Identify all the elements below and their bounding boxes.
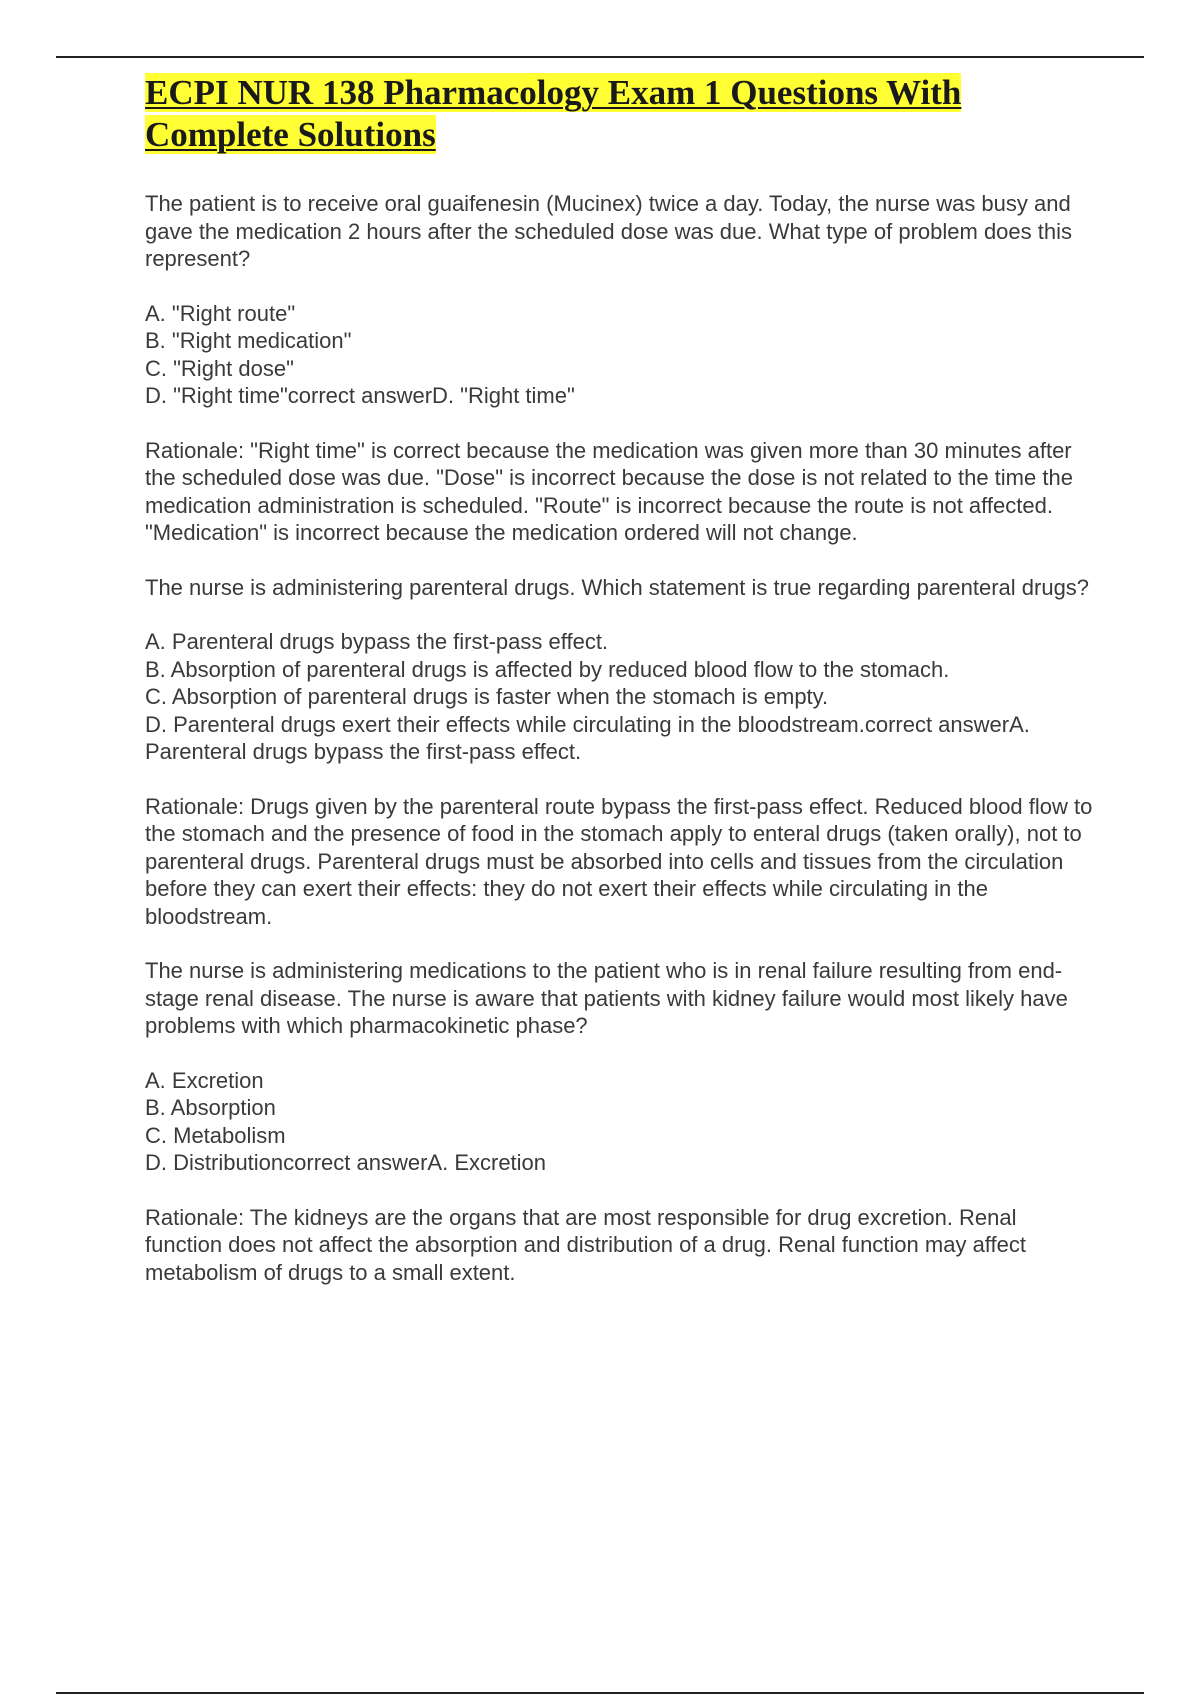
rationale-text: Rationale: "Right time" is correct because the medication was given more than 30 minutes after the scheduled dose was due. "Dose" is incorrect because the dose is not related to the time the medication administration is scheduled. "Route" is incorrect because the route is not affected. "Medication" is incorrect because the medication ordered will not change. — [145, 437, 1073, 545]
rationale-text: Rationale: Drugs given by the parenteral route bypass the first-pass effect. Reduced blood flow to the stomach and the presence of food in the stomach apply to enteral drugs (taken orally), not to parenteral drugs. Parenteral drugs must be absorbed into cells and tissues from the circulation before they can exert their effects: they do not exert their effects while circulating in the bloodstream. — [145, 793, 1093, 929]
answer-options: A. "Right route" B. "Right medication" C. "Right dose" D. "Right time"correct answerD. "Right time" — [145, 300, 575, 408]
document-body — [145, 72, 1095, 1313]
document-title-text: ECPI NUR 138 Pharmacology Exam 1 Questions With Complete Solutions — [145, 73, 962, 154]
answer-options: A. Excretion B. Absorption C. Metabolism D. Distributioncorrect answerA. Excretion — [145, 1067, 547, 1175]
bottom-rule — [56, 1692, 1144, 1694]
document-title — [145, 72, 1095, 156]
question-text: The nurse is administering parenteral drugs. Which statement is true regarding parenteral drugs? — [145, 574, 1090, 600]
question-block-3 — [145, 957, 1095, 1286]
rationale-text: Rationale: The kidneys are the organs that are most responsible for drug excretion. Renal function does not affect the absorption and distribution of a drug. Renal function may affect metabolism of drugs to a small extent. — [145, 1204, 1026, 1285]
question-text: The patient is to receive oral guaifenesin (Mucinex) twice a day. Today, the nurse was busy and gave the medication 2 hours after the scheduled dose was due. What type of problem does this represent? — [145, 191, 1072, 271]
answer-options: A. Parenteral drugs bypass the first-pass effect. B. Absorption of parenteral drugs is affected by reduced blood flow to the stomach. C. Absorption of parenteral drugs is faster when the stomach is empty. D. Parenteral drugs exert their effects while circulating in the bloodstream.correct answerA. Parenteral drugs bypass the first-pass effect. — [145, 629, 1030, 764]
question-text: The nurse is administering medications to the patient who is in renal failure resulting from end-stage renal disease. The nurse is aware that patients with kidney failure would most likely have problems with which pharmacokinetic phase? — [145, 958, 1068, 1038]
question-block-1 — [145, 190, 1095, 547]
question-block-2 — [145, 574, 1095, 931]
top-rule — [56, 56, 1144, 58]
